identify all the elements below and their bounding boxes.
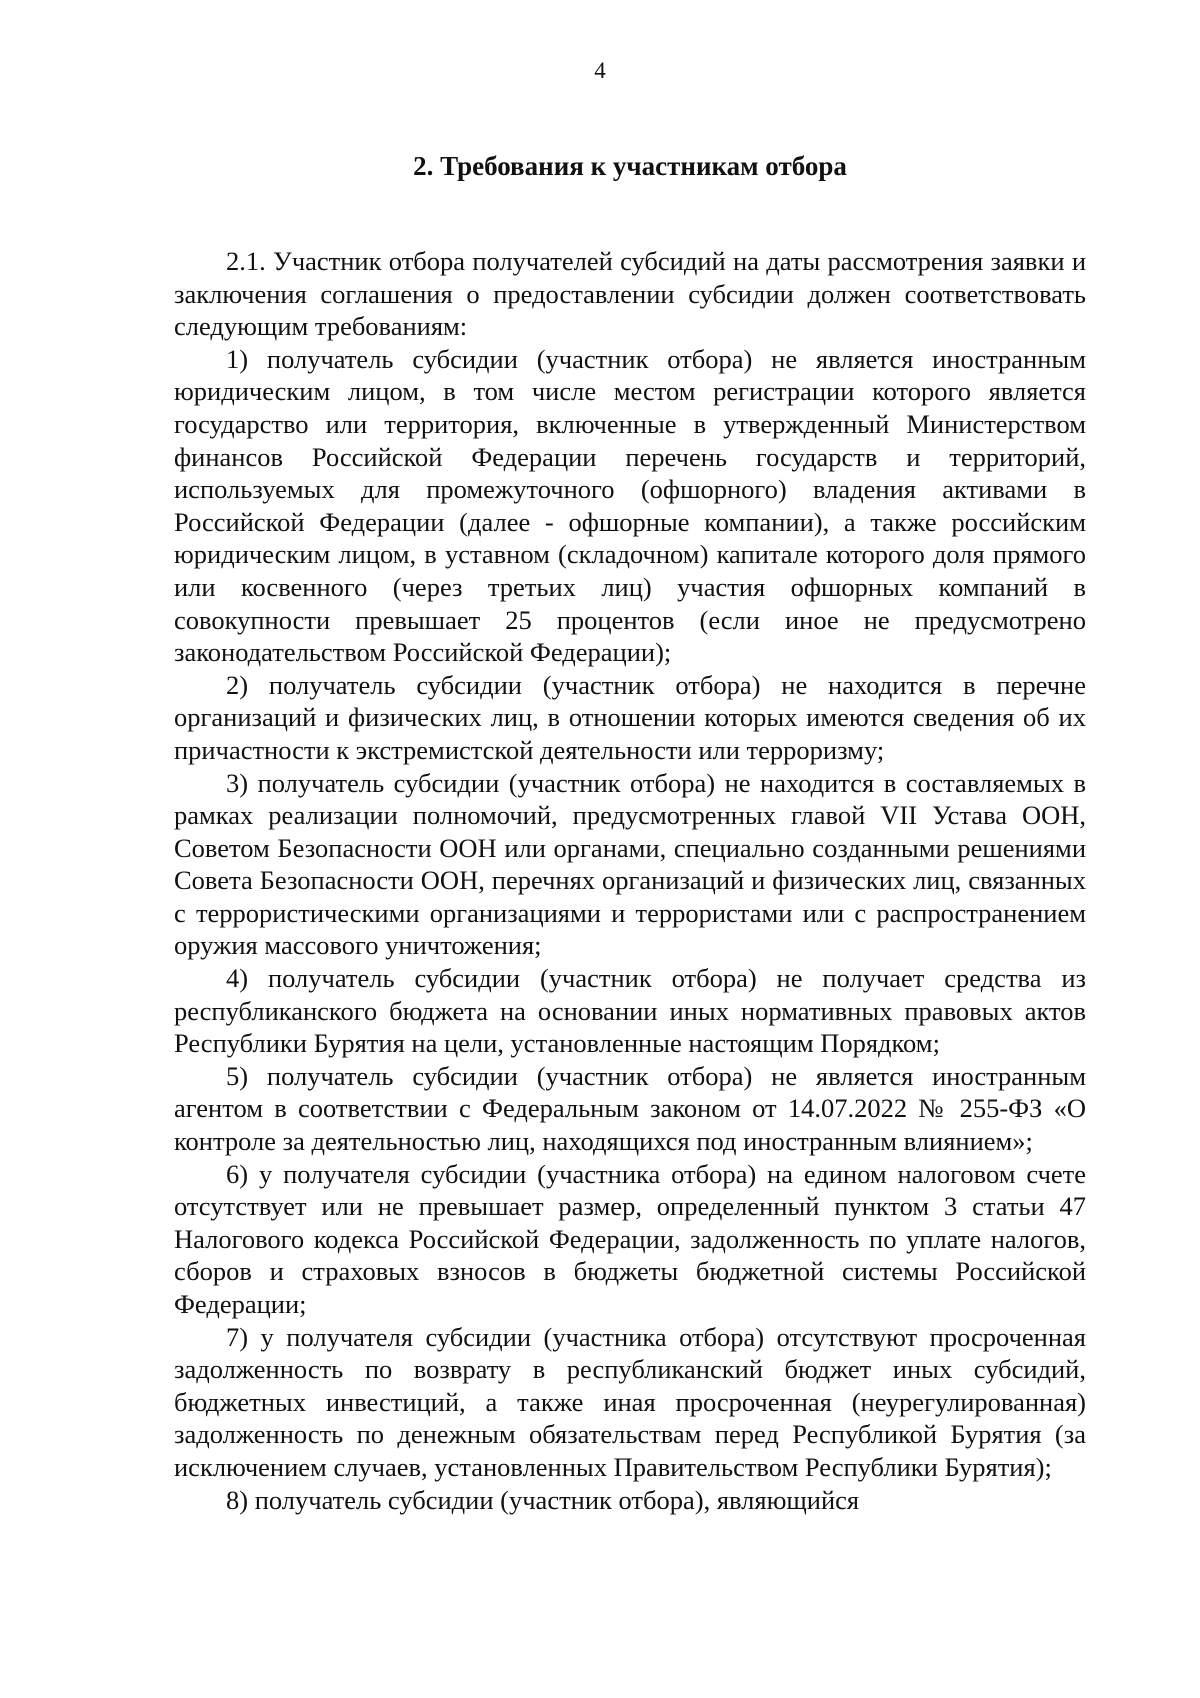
paragraph-item-8: 8) получатель субсидии (участник отбора), являющийся: [226, 1484, 860, 1515]
paragraph-item-2: 2) получатель субсидии (участник отбора) не находится в перечне организаций и физических лиц, в отношении которых имеются сведения об их причастности к экстремистской деятельности или терроризму;: [174, 669, 1086, 765]
paragraph-item-3: 3) получатель субсидии (участник отбора) не находится в составляемых в рамках реализации полномочий, предусмотренных главой VII Устава ООН, Советом Безопасности ООН или органами, специально созданными решениями Совета Безопасности ООН, перечнях организаций и физических лиц, связанных с террористическими организациями и террористами или с распространением оружия массового уничтожения;: [174, 767, 1086, 961]
paragraph-item-5: 5) получатель субсидии (участник отбора) не является иностранным агентом в соответствии с Федеральным законом от 14.07.2022 № 255-ФЗ «О контроле за деятельностью лиц, находящихся под иностранным влиянием»;: [174, 1060, 1086, 1157]
paragraph-2-1: 2.1. Участник отбора получателей субсидий на даты рассмотрения заявки и заключения соглашения о предоставлении субсидии должен соответствовать следующим требованиям:: [174, 246, 1086, 342]
section-title: 2. Требования к участникам отбора: [413, 151, 847, 181]
paragraph-item-4: 4) получатель субсидии (участник отбора) не получает средства из республиканского бюджета на основании иных нормативных правовых актов Республики Бурятия на цели, установленные настоящим Порядком;: [174, 963, 1086, 1059]
document-body: [174, 245, 1086, 1516]
paragraph-item-6: 6) у получателя субсидии (участника отбора) на едином налоговом счете отсутствует или не превышает размер, определенный пунктом 3 статьи 47 Налогового кодекса Российской Федерации, задолженность по уплате налогов, сборов и страховых взносов в бюджеты бюджетной системы Российской Федерации;: [174, 1158, 1086, 1319]
paragraph-item-7: 7) у получателя субсидии (участника отбора) отсутствуют просроченная задолженность по возврату в республиканский бюджет иных субсидий, бюджетных инвестиций, а также иная просроченная (неурегулированная) задолженность по денежным обязательствам перед Республикой Бурятия (за исключением случаев, установленных Правительством Республики Бурятия);: [174, 1321, 1086, 1482]
page-number: 4: [594, 58, 606, 83]
paragraph-item-1: 1) получатель субсидии (участник отбора) не является иностранным юридическим лицом, в том числе местом регистрации которого является государство или территория, включенные в утвержденный Министерством финансов Российской Федерации перечень государств и территорий, используемых для промежуточного (офшорного) владения активами в Российской Федерации (далее - офшорные компании), а также российским юридическим лицом, в уставном (складочном) капитале которого доля прямого или косвенного (через третьих лиц) участия офшорных компаний в совокупности превышает 25 процентов (если иное не предусмотрено законодательством Российской Федерации);: [174, 343, 1086, 668]
